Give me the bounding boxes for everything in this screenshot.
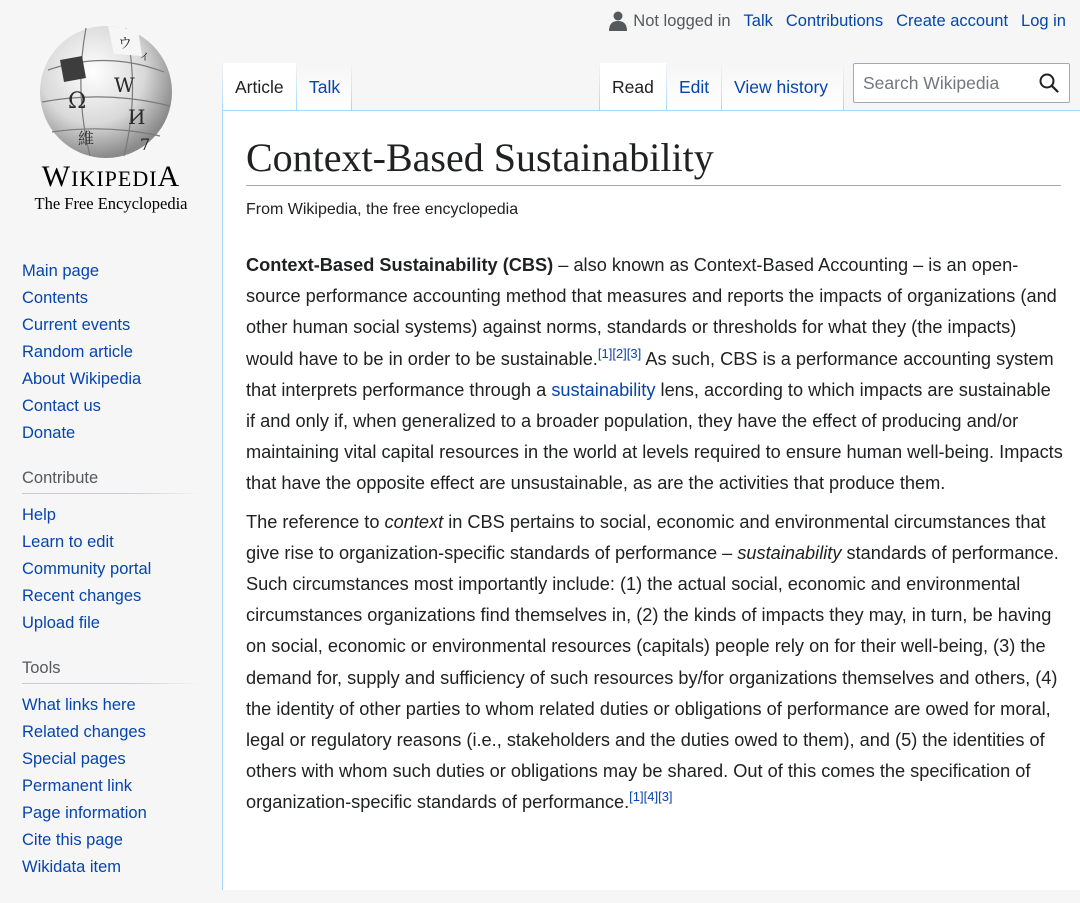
reference-group [598, 346, 641, 361]
sidebar-item-cite-this-page[interactable]: Cite this page [22, 831, 123, 849]
search-icon [1039, 73, 1059, 93]
create-account-link[interactable]: Create account [896, 11, 1009, 30]
sidebar-item-help[interactable]: Help [22, 506, 56, 524]
tab-read[interactable]: Read [600, 63, 666, 111]
paragraph-2 [246, 507, 1064, 819]
reference-link[interactable]: [3] [658, 789, 673, 805]
wikipedia-logo[interactable] [0, 0, 222, 230]
emphasis: sustainability [737, 542, 842, 563]
sidebar-item-current-events[interactable]: Current events [22, 316, 131, 334]
text: The reference to [246, 511, 385, 532]
navigation-portal [22, 258, 200, 447]
sidebar-item-page-information[interactable]: Page information [22, 804, 147, 822]
tab-separator [843, 63, 844, 111]
reference-link[interactable]: [1] [597, 345, 613, 361]
tools-heading: Tools [22, 659, 200, 684]
content-area [222, 110, 1080, 890]
reference-link[interactable]: [3] [626, 345, 642, 361]
article-body [246, 250, 1064, 826]
reference-link[interactable]: [4] [643, 789, 659, 805]
sidebar-item-learn-to-edit[interactable]: Learn to edit [22, 533, 114, 551]
tab-article[interactable]: Article [223, 63, 296, 111]
sustainability-link[interactable]: sustainability [551, 379, 656, 400]
tab-edit[interactable]: Edit [667, 63, 721, 111]
globe-glyph: 7 [140, 135, 151, 154]
tab-view-history[interactable]: View history [722, 63, 843, 111]
lead-term: Context-Based Sustainability (CBS) [246, 255, 554, 275]
tab-separator [351, 63, 352, 111]
site-subtitle: From Wikipedia, the free encyclopedia [246, 201, 519, 218]
text: As such, CBS is a performance accounting system that interprets performance through a [246, 348, 1054, 400]
globe-glyph: Ω [68, 89, 87, 114]
contribute-portal [22, 469, 200, 637]
reference-group [629, 789, 672, 804]
search-box [853, 63, 1070, 103]
reference-link[interactable]: [1] [629, 789, 644, 805]
sidebar [22, 258, 200, 903]
wordmark-final: A [157, 160, 181, 193]
not-logged-in-label: Not logged in [633, 11, 731, 30]
sidebar-item-upload-file[interactable]: Upload file [22, 614, 100, 632]
user-icon [609, 11, 627, 31]
sidebar-item-wikidata-item[interactable]: Wikidata item [22, 858, 122, 876]
tools-portal [22, 659, 200, 881]
paragraph-1 [246, 250, 1064, 500]
puzzle-globe-icon [30, 20, 182, 160]
personal-tools [609, 11, 1066, 31]
user-talk-link[interactable]: Talk [743, 11, 773, 30]
sidebar-item-related-changes[interactable]: Related changes [22, 723, 146, 741]
sidebar-item-what-links-here[interactable]: What links here [22, 696, 136, 714]
contribute-heading: Contribute [22, 469, 200, 494]
sidebar-item-main-page[interactable]: Main page [22, 262, 100, 280]
sidebar-item-about-wikipedia[interactable]: About Wikipedia [22, 370, 142, 388]
text: – also known as Context-Based Accounting – is an open-source performance accounting method that measures and reports the impacts of organizations (and other human social systems) against norms, standards or thresholds for what they (the impacts) would have to be in order to be sustainable. [246, 255, 1057, 369]
log-in-link[interactable]: Log in [1021, 11, 1066, 30]
tab-talk[interactable]: Talk [297, 63, 351, 111]
sidebar-item-permanent-link[interactable]: Permanent link [22, 777, 133, 795]
tagline: The Free Encyclopedia [34, 194, 188, 213]
search-input[interactable] [854, 73, 1029, 94]
contributions-link[interactable]: Contributions [785, 11, 884, 30]
reference-link[interactable]: [2] [612, 345, 627, 361]
globe-glyph: ィ [138, 49, 152, 64]
wordmark-rest: IKIPEDI [71, 166, 158, 191]
globe-glyph: ウ [118, 36, 132, 52]
wordmark-initial: W [41, 160, 72, 193]
emphasis: context [384, 511, 444, 532]
sidebar-item-contact-us[interactable]: Contact us [22, 397, 101, 415]
sidebar-item-recent-changes[interactable]: Recent changes [22, 587, 142, 605]
sidebar-item-donate[interactable]: Donate [22, 424, 76, 442]
text: in CBS pertains to social, economic and environmental circumstances that give rise to organization-specific standards of performance – [246, 511, 1046, 563]
wikipedia-wordmark [0, 160, 222, 194]
sidebar-item-random-article[interactable]: Random article [22, 343, 133, 361]
text: lens, according to which impacts are sustainable if and only if, when generalized to a broader population, they have the effect of producing and/or maintaining vital capital resources in the world at levels required to ensure human well-being. Impacts that have the opposite effect are unsustainable, as are the activities that produce them. [246, 379, 1063, 494]
globe-glyph: 維 [78, 129, 95, 148]
page-title: Context-Based Sustainability [246, 131, 1061, 186]
globe-glyph: W [114, 73, 135, 97]
sidebar-item-community-portal[interactable]: Community portal [22, 560, 152, 578]
search-button[interactable] [1029, 64, 1069, 102]
globe-glyph: И [128, 105, 146, 129]
text: standards of performance. Such circumstances most importantly include: (1) the actual social, economic and environmental circumstances organizations find themselves in, (2) the kinds of impacts they may, in turn, be having on social, economic or environmental resources (capitals) people rely on for their well-being, (3) the demand for, supply and sufficiency of such resources by/for organizations themselves and others, (4) the identity of other parties to whom related duties or obligations of performance are owed for moral, legal or regulatory reasons (i.e., stakeholders and the duties owed to them), and (5) the identities of others with whom such duties or obligations may be shared. Out of this comes the specification of organization-specific standards of performance. [246, 542, 1059, 813]
sidebar-item-special-pages[interactable]: Special pages [22, 750, 126, 768]
sidebar-item-contents[interactable]: Contents [22, 289, 89, 307]
